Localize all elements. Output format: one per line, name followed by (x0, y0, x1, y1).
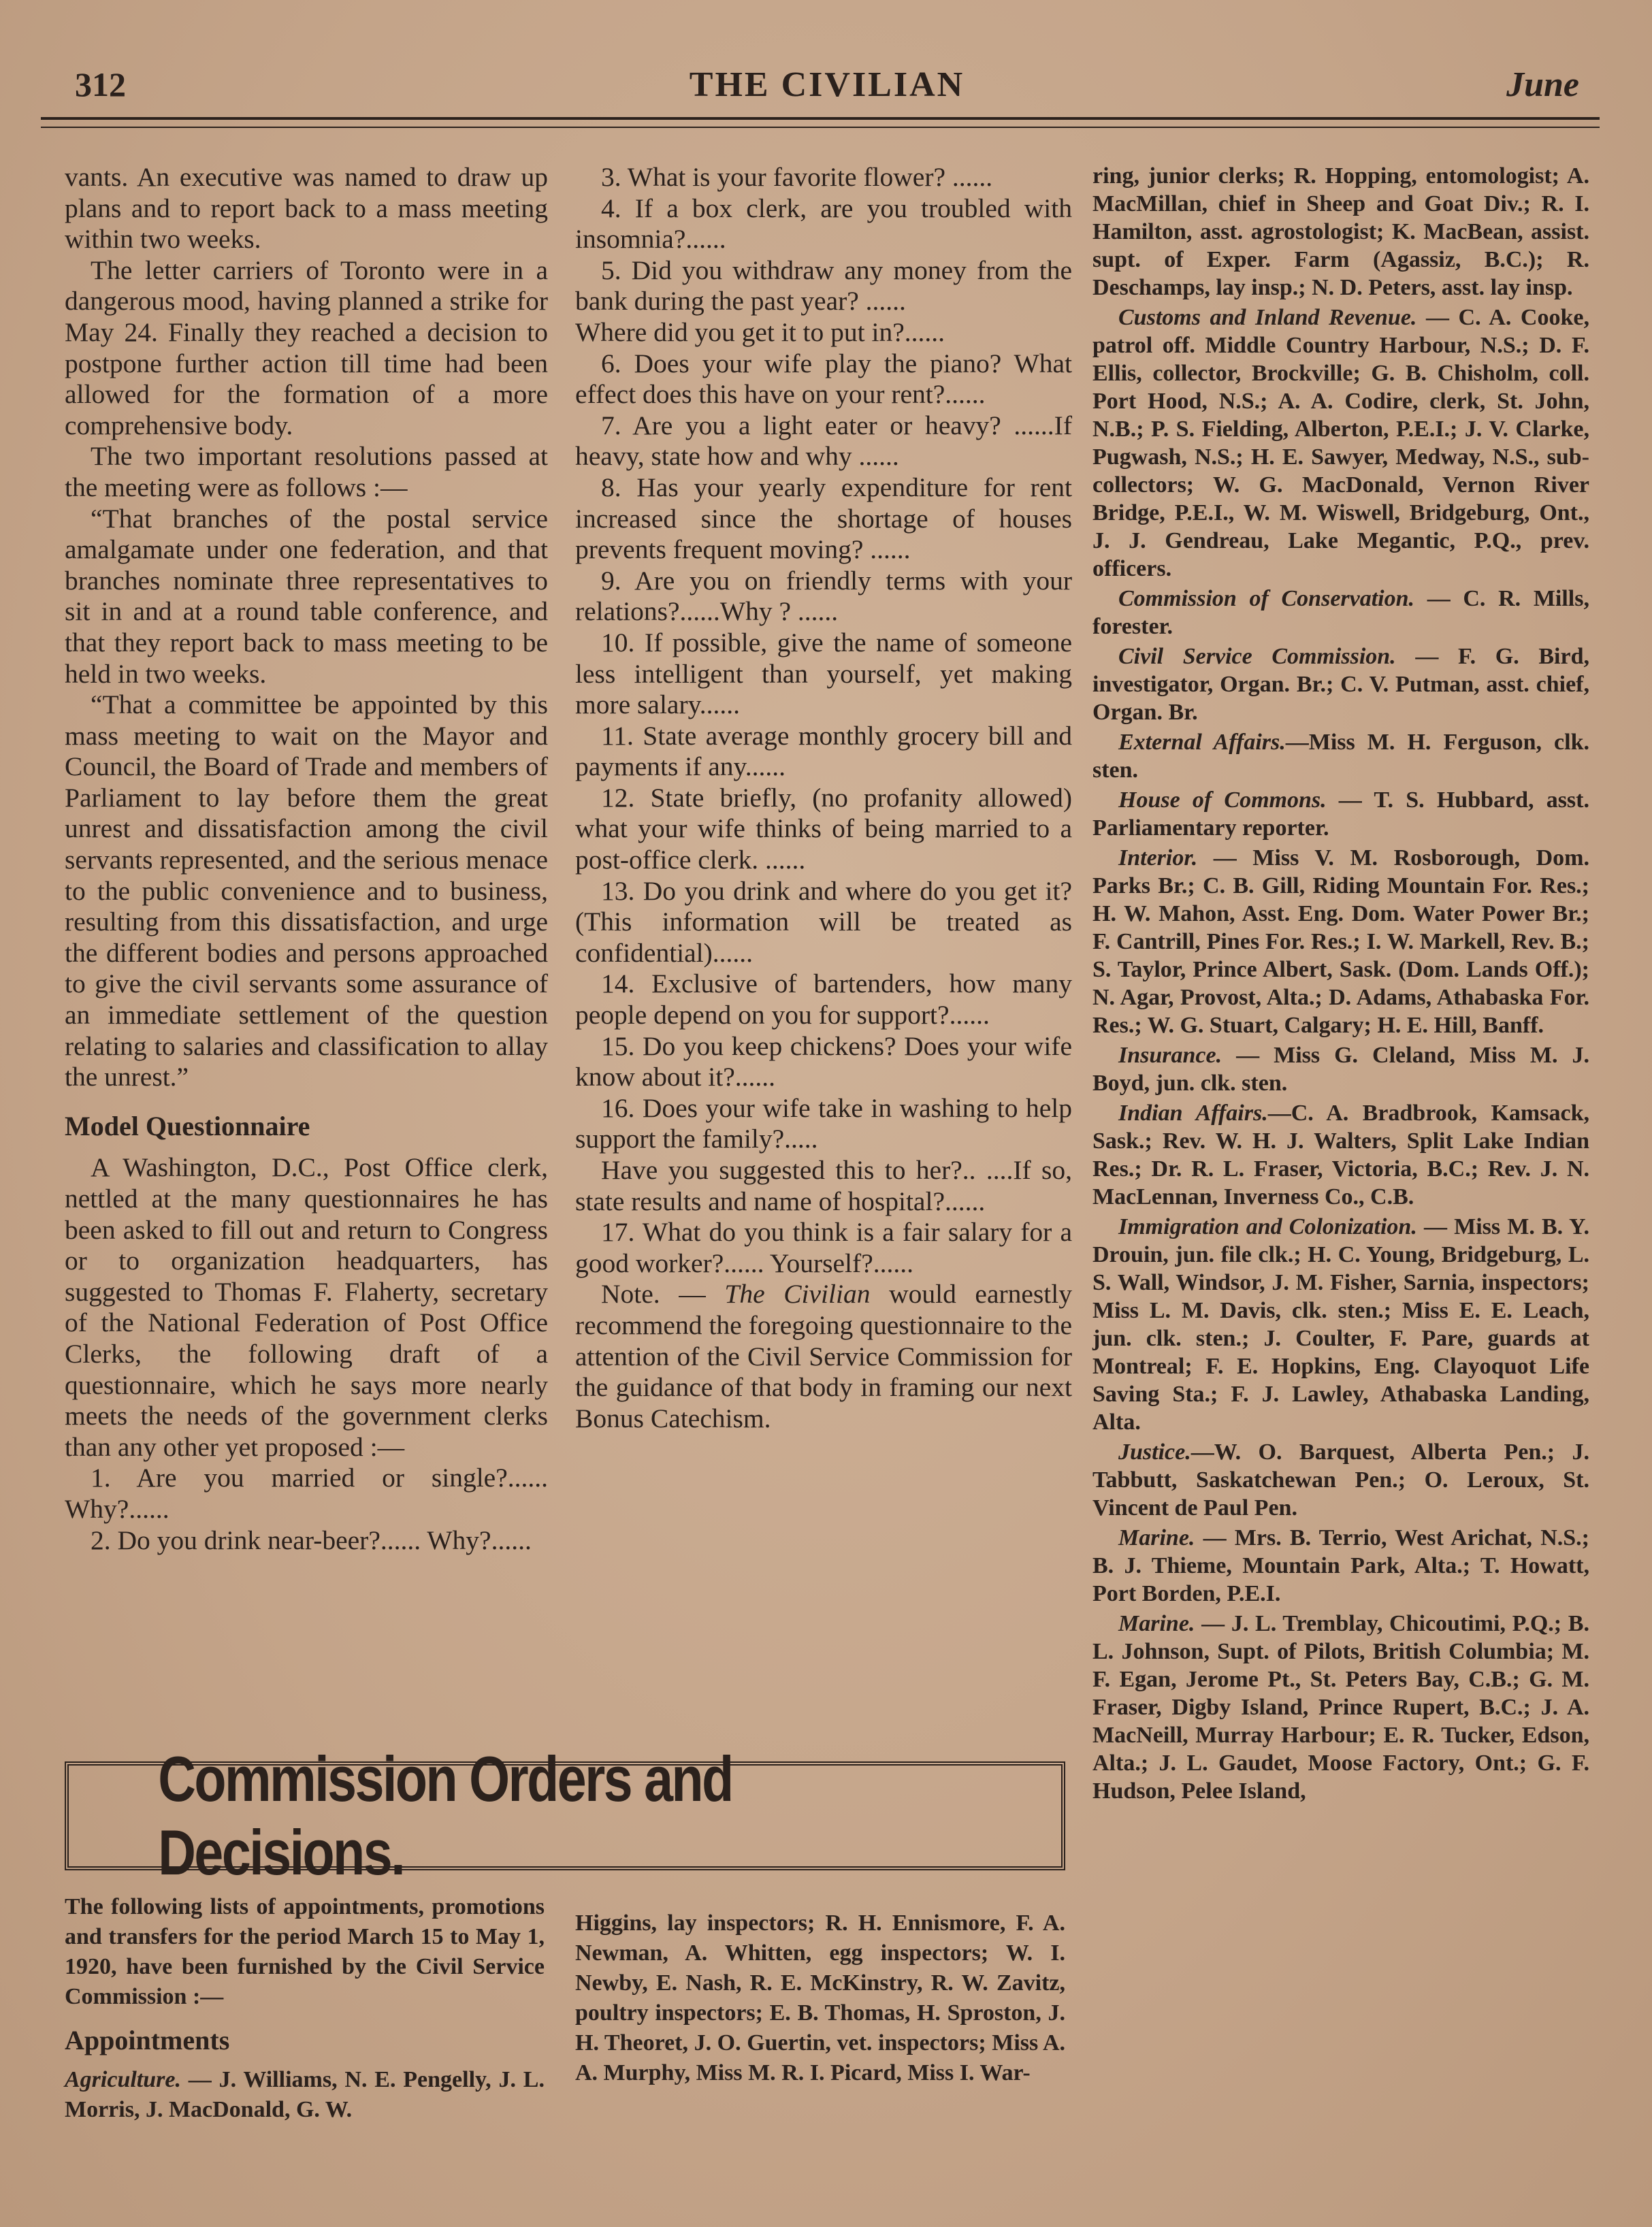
question: 3. What is your favorite flower? ...... (601, 162, 993, 192)
question: 15. Do you keep chickens? Does your wife know about it?...... (575, 1030, 1072, 1092)
question: 9. Are you on friendly terms with your relations?......Why ? ...... (575, 565, 1072, 627)
entry-text: — F. G. Bird, investigator, Organ. Br.; C. V. Putman, asst. chief, Organ. Br. (1092, 644, 1589, 725)
page-number: 312 (75, 65, 126, 103)
paragraph: 2. Do you drink near-beer?...... Why?...... (91, 1525, 532, 1555)
question: 7. Are you a light eater or heavy? ......If heavy, state how and why ...... (575, 410, 1072, 472)
paragraph: “That branches of the postal service amalgamate under one federation, and that branches nominate three representatives to sit in and at a round table conference, and that they report back to mass meeting to be held in two weeks. (65, 503, 548, 689)
question: 10. If possible, give the name of someone less intelligent than yourself, yet making more salary...... (575, 627, 1072, 720)
entry-text: ring, junior clerks; R. Hopping, entomologist; A. MacMillan, chief in Sheep and Goat Div.; R. I. Hamilton, asst. agrostologist; K. MacBean, assist. supt. of Exper. Farm (Agassiz, B.C.); R. Deschamps, lay insp.; N. D. Peters, asst. lay insp. (1092, 163, 1589, 300)
appointment-entry (1092, 786, 1589, 842)
question: 5. Did you withdraw any money from the bank during the past year? ...... (575, 255, 1072, 316)
entry-text: — J. Williams, N. E. Pengelly, J. L. Morris, J. MacDonald, G. W. (65, 2067, 545, 2122)
department-name: Indian Affairs. (1118, 1101, 1268, 1126)
department-name: External Affairs. (1118, 730, 1286, 755)
entry-text: — Miss G. Cleland, Miss M. J. Boyd, jun. clk. sten. (1092, 1043, 1589, 1096)
appointment-entry (1092, 1438, 1589, 1522)
appointment-entry (1092, 1213, 1589, 1436)
appointment-entry (1092, 728, 1589, 784)
appointment-entry (1092, 1524, 1589, 1608)
column-1 (65, 162, 548, 1556)
appointment-entry (1092, 162, 1589, 302)
department-name: Agriculture. (65, 2067, 181, 2092)
entry-text: — Mrs. B. Terrio, West Arichat, N.S.; B. J. Thieme, Mountain Park, Alta.; T. Howatt, Port Borden, P.E.I. (1092, 1525, 1589, 1606)
appointment-entry (1092, 1041, 1589, 1097)
entry-text: —C. A. Bradbrook, Kamsack, Sask.; Rev. W. H. J. Walters, Split Lake Indian Res.; Dr. R. L. Fraser, Victoria, B.C.; Rev. J. N. MacLennan, Inverness Co., C.B. (1092, 1101, 1589, 1209)
department-name: Customs and Inland Revenue. (1118, 305, 1417, 330)
question: Have you suggested this to her?.. ....If so, state results and name of hospital?...... (575, 1155, 1072, 1216)
orders-column-2 (575, 1908, 1065, 2088)
question: 11. State average monthly grocery bill and payments if any...... (575, 720, 1072, 782)
department-name: Commission of Conservation. (1118, 586, 1415, 611)
paragraph: The two important resolutions passed at the meeting were as follows :— (65, 441, 548, 502)
appointment-entry (1092, 304, 1589, 583)
department-name: Interior. (1118, 845, 1198, 871)
question: 13. Do you drink and where do you get it? (This information will be treated as confidential)...... (575, 875, 1072, 968)
note-title: The Civilian (724, 1279, 871, 1310)
orders-column-1 (65, 1892, 545, 2125)
entry-text: —Miss M. H. Ferguson, clk. sten. (1092, 730, 1589, 783)
question: 17. What do you think is a fair salary for a good worker?...... Yourself?...... (575, 1217, 1072, 1278)
department-name: Insurance. (1118, 1043, 1222, 1068)
column-2 (575, 162, 1072, 1434)
entry-text: — Miss M. B. Y. Drouin, jun. file clk.; H. C. Young, Bridgeburg, L. S. Wall, Windsor, J. M. Fisher, Sarnia, inspectors; Miss L. M. Davis, clk. sten.; Miss E. E. Leach, jun. clk. sten.; J. Coulter, F. Pare, guards at Montreal; F. E. Hopkins, Eng. Clayoquot Life Saving Sta.; F. J. Lawley, Athabaska Landing, Alta. (1092, 1214, 1589, 1435)
department-name: Immigration and Colonization. (1118, 1214, 1417, 1239)
appointment-entry (1092, 585, 1589, 640)
appointment-entry: Higgins, lay inspectors; R. H. Ennismore, F. A. Newman, A. Whitten, egg inspectors; W. I. Newby, E. Nash, R. E. McKinstry, R. W. Zavitz, poultry inspectors; E. B. Thomas, H. Sproston, J. H. Theoret, J. O. Guertin, vet. inspectors; Miss A. A. Murphy, Miss M. R. I. Picard, Miss I. War- (575, 1911, 1065, 2085)
question: 8. Has your yearly expenditure for rent increased since the shortage of houses prevents frequent moving? ...... (575, 472, 1072, 565)
masthead: THE CIVILIAN (689, 65, 965, 104)
question: 4. If a box clerk, are you troubled with insomnia?...... (575, 193, 1072, 255)
appointment-entry (1092, 643, 1589, 726)
appointment-entry (1092, 844, 1589, 1039)
question: 12. State briefly, (no profanity allowed) what your wife thinks of being married to a post-office clerk. ...... (575, 782, 1072, 875)
paragraph: The letter carriers of Toronto were in a dangerous mood, having planned a strike for May 24. Finally they reached a decision to postpone further action till time had been allowed for the formation of a more comprehensive body. (65, 255, 548, 440)
column-3 (1092, 162, 1589, 1807)
question: 6. Does your wife play the piano? What effect does this have on your rent?...... (575, 348, 1072, 410)
note-text: would earnestly recommend the foregoing questionnaire to the attention of the Civil Service Commission for the guidance of that body in framing our next Bonus Catechism. (575, 1279, 1072, 1433)
entry-text: — Miss V. M. Rosborough, Dom. Parks Br.; C. B. Gill, Riding Mountain For. Res.; H. W. Mahon, Asst. Eng. Dom. Water Power Br.; F. Cantrill, Pines For. Res.; I. W. Markell, Rev. B.; S. Taylor, Prince Albert, Sask. (Dom. Lands Off.); N. Agar, Provost, Alta.; D. Adams, Athabaska For. Res.; W. G. Stuart, Calgary; H. E. Hill, Banff. (1092, 845, 1589, 1038)
page-header (61, 65, 1593, 112)
department-name: House of Commons. (1118, 787, 1327, 813)
editor-note (575, 1279, 1072, 1434)
orders-intro: The following lists of appointments, promotions and transfers for the period March 15 to May 1, 1920, have been furnished by the Civil Service Commission :— (65, 1894, 545, 2009)
question: 14. Exclusive of bartenders, how many people depend on you for support?...... (575, 969, 1072, 1030)
appointment-entry (65, 2065, 545, 2125)
section-banner (65, 1743, 1065, 1888)
section-heading: Model Questionnaire (65, 1110, 310, 1141)
paragraph: A Washington, D.C., Post Office clerk, nettled at the many questionnaires he has been asked to fill out and return to Congress or to organization headquarters, has suggested to Thomas F. Flaherty, secretary of the National Federation of Post Office Clerks, the following draft of a questionnaire, which he says more nearly meets the needs of the government clerks than any other yet proposed :— (65, 1152, 548, 1462)
department-name: Marine. (1118, 1525, 1195, 1550)
question: Where did you get it to put in?...... (575, 316, 945, 347)
appointment-entry (1092, 1610, 1589, 1805)
paragraph: vants. An executive was named to draw up plans and to report back to a mass meeting within two weeks. (65, 162, 548, 255)
paragraph: 1. Are you married or single?...... Why?...... (65, 1463, 548, 1524)
question: 16. Does your wife take in washing to help support the family?..... (575, 1092, 1072, 1154)
entry-text: — C. A. Cooke, patrol off. Middle Country Harbour, N.S.; D. F. Ellis, collector, Brockville; G. B. Chisholm, coll. Port Hood, N.S.; A. A. Codire, clerk, St. John, N.B.; P. S. Fielding, Alberton, P.E.I.; J. V. Clarke, Pugwash, N.S.; H. E. Sawyer, Medway, N.S., sub-collectors; W. G. MacDonald, Vernon River Bridge, P.E.I., W. M. Wiswell, Bridgeburg, Ont., J. J. Gendreau, Lake Megantic, P.Q., prev. officers. (1092, 305, 1589, 581)
department-name: Civil Service Commission. (1118, 644, 1396, 669)
department-name: Marine. (1118, 1611, 1195, 1636)
note-lead: Note. — (601, 1279, 725, 1310)
appointment-entry (1092, 1099, 1589, 1211)
banner-title: Commission Orders and Decisions. (158, 1743, 732, 1888)
entry-text: — J. L. Tremblay, Chicoutimi, P.Q.; B. L. Johnson, Supt. of Pilots, British Columbia; M. F. Egan, Jerome Pt., St. Peters Bay, C.B.; G. M. Fraser, Digby Island, Prince Rupert, B.C.; J. A. MacNeill, Murray Harbour; E. R. Tucker, Edson, Alta.; J. L. Gaudet, Moose Factory, Ont.; G. F. Hudson, Pelee Island, (1092, 1611, 1589, 1804)
entry-text: — C. R. Mills, forester. (1092, 586, 1589, 639)
entry-text: — T. S. Hubbard, asst. Parliamentary reporter. (1092, 787, 1589, 841)
header-rule (41, 117, 1600, 128)
department-name: Justice. (1118, 1440, 1191, 1465)
entry-text: —W. O. Barquest, Alberta Pen.; J. Tabbutt, Saskatchewan Pen.; O. Leroux, St. Vincent de Paul Pen. (1092, 1440, 1589, 1521)
appointments-heading: Appointments (65, 2025, 230, 2055)
paragraph: “That a committee be appointed by this mass meeting to wait on the Mayor and Council, the Board of Trade and members of Parliament to lay before them the great unrest and dissatisfaction among the civil servants represented, and the serious menace to the public convenience and to business, resulting from this dissatisfaction, and urge the different bodies and persons approached to give the civil servants some assurance of an immediate settlement of the question relating to salaries and classification to allay the unrest.” (65, 689, 548, 1092)
issue-month: June (1506, 65, 1579, 104)
